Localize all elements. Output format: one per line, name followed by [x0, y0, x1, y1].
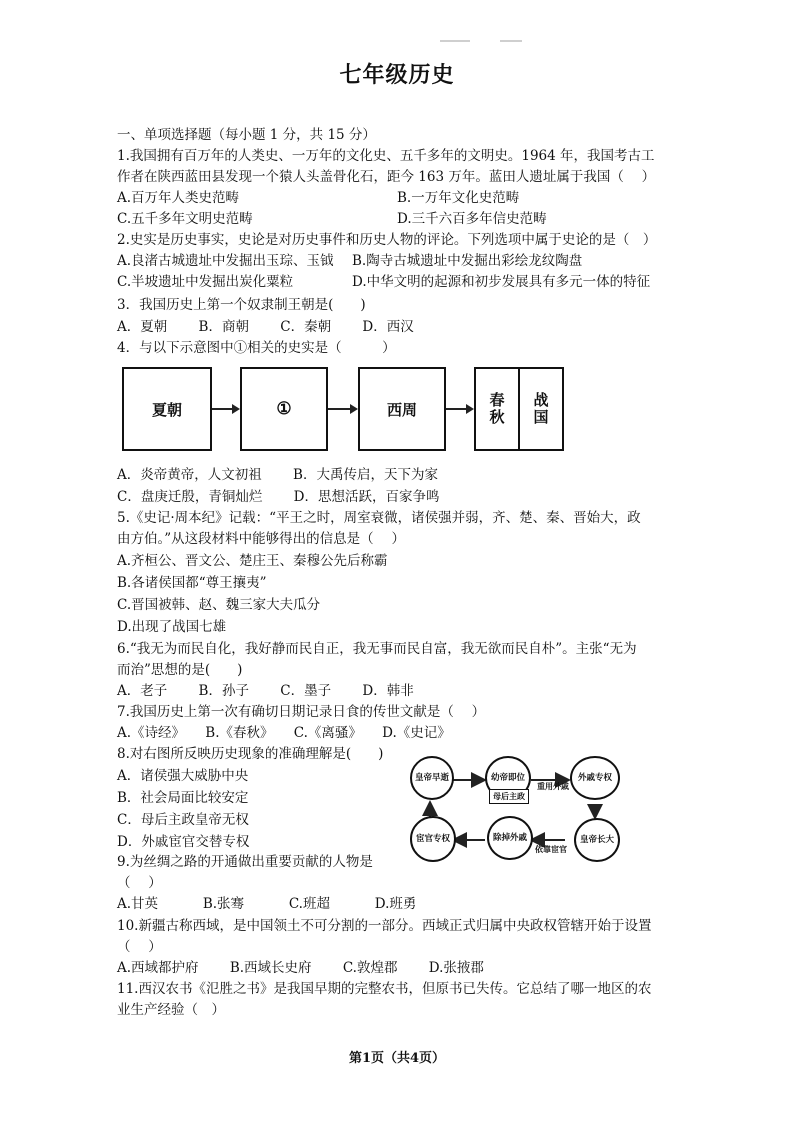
question-2-option-d: D.中华文明的起源和初步发展具有多元一体的特征 [352, 274, 651, 290]
question-6-options: A．老子 B．孙子 C．墨子 D．韩非 [117, 683, 414, 699]
cycle-node-emperor-grows-up: 皇帝长大 [574, 818, 620, 862]
question-9-answer-paren: （ ） [117, 875, 162, 891]
question-1-stem-line1: 1.我国拥有百万年的人类史、一万年的文化史、五千多年的文明史。1964 年，我国考古工 [117, 148, 655, 164]
question-9-options: A.甘英 B.张骞 C.班超 D.班勇 [117, 896, 417, 912]
question-5-option-b: B.各诸侯国都“尊王攘夷” [117, 575, 267, 591]
page-title: 七年级历史 [339, 62, 455, 88]
page-footer: 第1页（共4页） [348, 1051, 446, 1066]
question-6-stem-line2: 而治”思想的是( ) [117, 662, 243, 678]
timeline-box-warring-states [518, 367, 564, 451]
timeline-box-xia: 夏朝 [122, 367, 212, 451]
question-1-stem-line2: 作者在陕西蓝田县发现一个猿人头盖骨化石，距今 163 万年。蓝田人遗址属于我国（ ） [117, 169, 656, 185]
question-5-option-d: D.出现了战国七雄 [117, 619, 227, 635]
question-1-option-c: C.五千多年文明史范畴 [117, 211, 253, 227]
question-10-options: A.西域都护府 B.西域长史府 C.敦煌郡 D.张掖郡 [117, 960, 484, 976]
question-8-stem: 8.对右图所反映历史现象的准确理解是( ) [117, 746, 384, 762]
question-4-options-ab: A．炎帝黄帝，人文初祖 B．大禹传启，天下为家 [117, 467, 438, 483]
timeline-arrow [212, 408, 238, 410]
question-7-options: A.《诗经》 B.《春秋》 C.《离骚》 D.《史记》 [117, 725, 451, 741]
question-2-option-b: B.陶寺古城遗址中发掘出彩绘龙纹陶盘 [352, 253, 583, 269]
timeline-box-spring-autumn [474, 367, 520, 451]
question-7-stem: 7.我国历史上第一次有确切日期记录日食的传世文献是（ ） [117, 704, 486, 720]
scan-mark [500, 40, 522, 42]
question-3-options: A．夏朝 B．商朝 C．秦朝 D．西汉 [117, 319, 414, 335]
question-10-stem: 10.新疆古称西域，是中国领土不可分割的一部分。西域正式归属中央政权管辖开始于设置 [117, 918, 652, 934]
cycle-node-eunuch-power: 宦官专权 [410, 816, 456, 862]
question-1-option-a: A.百万年人类史范畴 [117, 190, 240, 206]
question-10-answer-paren: （ ） [117, 939, 162, 955]
question-1-option-d: D.三千六百多年信史范畴 [397, 211, 547, 227]
question-6-stem-line1: 6.“我无为而民自化，我好静而民自正，我无事而民自富，我无欲而民自朴”。主张“无为 [117, 641, 637, 657]
question-5-option-c: C.晋国被韩、赵、魏三家大夫瓜分 [117, 597, 321, 613]
cycle-node-child-emperor: 幼帝即位 [485, 756, 531, 800]
cycle-node-remove-consort-clan: 除掉外戚 [487, 816, 533, 860]
cycle-label-empress-dowager: 母后主政 [489, 789, 529, 804]
scan-mark [440, 40, 470, 42]
question-8-option-a: A．诸侯强大威胁中央 [117, 768, 249, 784]
cycle-label-rely-on-eunuchs: 依靠宦官 [535, 844, 567, 854]
cycle-node-consort-clan-power: 外戚专权 [570, 756, 620, 800]
question-4-stem: 4．与以下示意图中①相关的史实是（ ） [117, 340, 396, 356]
cycle-node-emperor-dies-early: 皇帝早逝 [410, 756, 454, 800]
section-heading: 一、单项选择题（每小题 1 分，共 15 分） [117, 127, 376, 143]
question-8-option-d: D．外戚宦官交替专权 [117, 834, 250, 850]
question-5-option-a: A.齐桓公、晋文公、楚庄王、秦穆公先后称霸 [117, 553, 388, 569]
question-5-stem-line1: 5.《史记·周本纪》记载：“平王之时，周室衰微，诸侯强并弱，齐、楚、秦、晋始大，政 [117, 510, 641, 526]
question-11-stem-line1: 11.西汉农书《氾胜之书》是我国早期的完整农书，但原书已失传。它总结了哪一地区的农 [117, 981, 652, 997]
timeline-label-spring-autumn: 春秋 [487, 392, 506, 426]
question-1-option-b: B.一万年文化史范畴 [397, 190, 520, 206]
timeline-box-unknown: ① [240, 367, 328, 451]
cycle-label-rely-on-consort: 重用外戚 [537, 781, 569, 791]
question-3-stem: 3．我国历史上第一个奴隶制王朝是( ) [117, 297, 366, 313]
question-11-stem-line2: 业生产经验（ ） [117, 1002, 225, 1018]
question-8-option-c: C．母后主政皇帝无权 [117, 812, 249, 828]
timeline-arrow [328, 408, 356, 410]
question-9-stem: 9.为丝绸之路的开通做出重要贡献的人物是 [117, 854, 373, 870]
question-8-option-b: B．社会局面比较安定 [117, 790, 249, 806]
timeline-arrow [446, 408, 472, 410]
question-2-stem: 2.史实是历史事实，史论是对历史事件和历史人物的评论。下列选项中属于史论的是（ ） [117, 232, 657, 248]
timeline-box-western-zhou: 西周 [358, 367, 446, 451]
question-5-stem-line2: 由方伯。”从这段材料中能够得出的信息是（ ） [117, 531, 405, 547]
question-2-option-c: C.半坡遗址中发掘出炭化粟粒 [117, 274, 294, 290]
question-4-options-cd: C．盘庚迁殷，青铜灿烂 D．思想活跃，百家争鸣 [117, 489, 440, 505]
question-2-option-a: A.良渚古城遗址中发掘出玉琮、玉钺 [117, 253, 334, 269]
timeline-label-warring-states: 战国 [531, 392, 550, 426]
